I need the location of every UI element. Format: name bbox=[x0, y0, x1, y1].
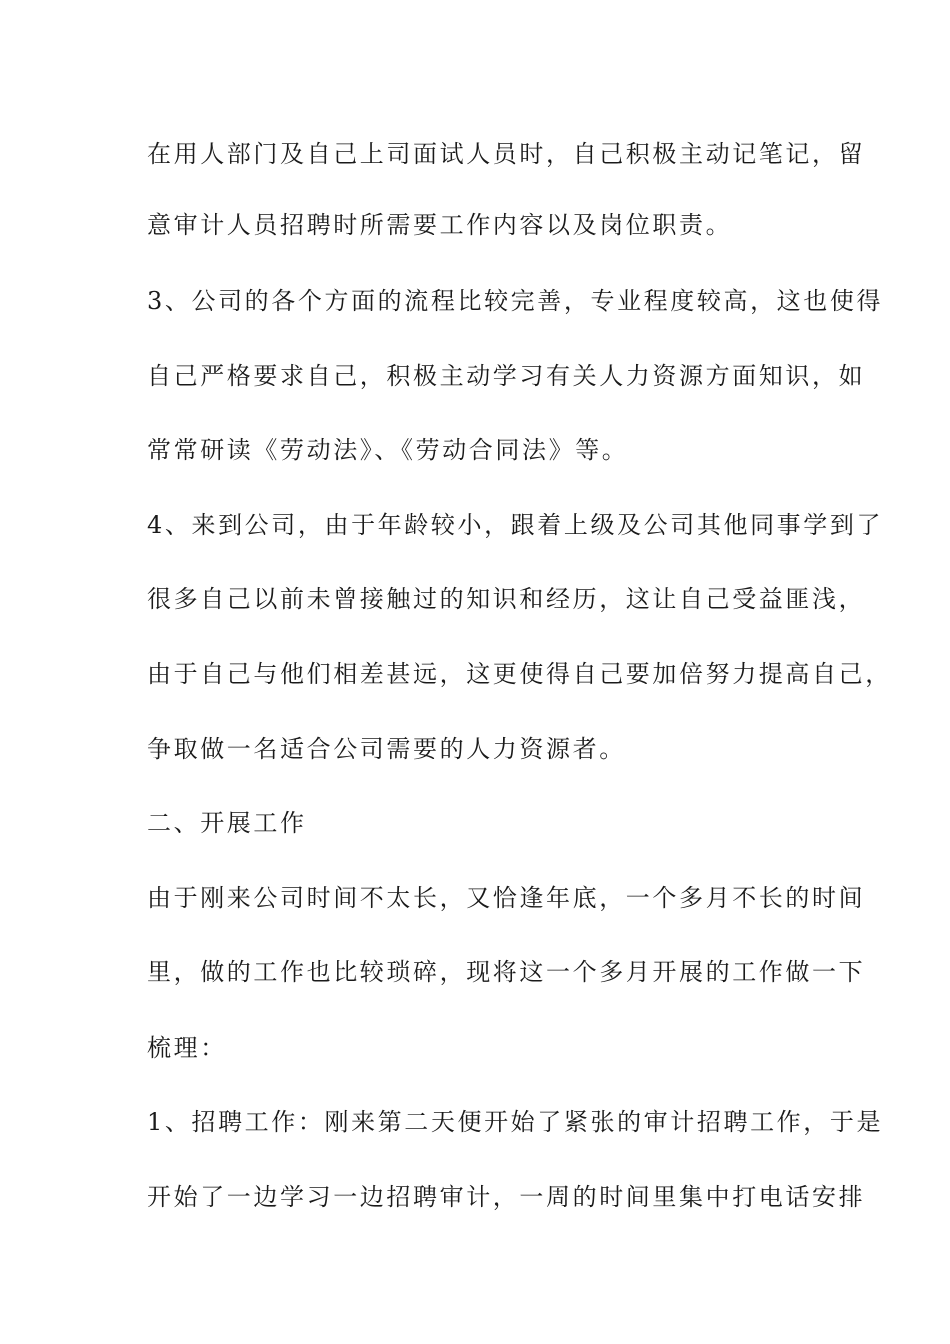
text-line: 梳理： bbox=[147, 1034, 227, 1062]
text-line: 自己严格要求自己，积极主动学习有关人力资源方面知识，如 bbox=[147, 362, 866, 390]
text-line: 开始了一边学习一边招聘审计，一周的时间里集中打电话安排 bbox=[147, 1183, 866, 1211]
text-line: 1、招聘工作：刚来第二天便开始了紧张的审计招聘工作，于是 bbox=[147, 1108, 884, 1136]
section-heading: 二、开展工作 bbox=[147, 809, 307, 837]
text-line: 争取做一名适合公司需要的人力资源者。 bbox=[147, 735, 626, 763]
text-line: 3、公司的各个方面的流程比较完善，专业程度较高，这也使得 bbox=[147, 287, 884, 315]
text-line: 由于自己与他们相差甚远，这更使得自己要加倍努力提高自己， bbox=[147, 660, 892, 688]
text-line: 很多自己以前未曾接触过的知识和经历，这让自己受益匪浅， bbox=[147, 585, 866, 613]
text-line: 意审计人员招聘时所需要工作内容以及岗位职责。 bbox=[147, 211, 733, 239]
text-line: 里，做的工作也比较琐碎，现将这一个多月开展的工作做一下 bbox=[147, 958, 866, 986]
text-line: 常常研读《劳动法》、《劳动合同法》等。 bbox=[147, 436, 629, 464]
text-line: 在用人部门及自己上司面试人员时，自己积极主动记笔记，留 bbox=[147, 140, 866, 168]
text-line: 4、来到公司，由于年龄较小，跟着上级及公司其他同事学到了 bbox=[147, 511, 884, 539]
text-line: 由于刚来公司时间不太长，又恰逢年底，一个多月不长的时间 bbox=[147, 884, 866, 912]
